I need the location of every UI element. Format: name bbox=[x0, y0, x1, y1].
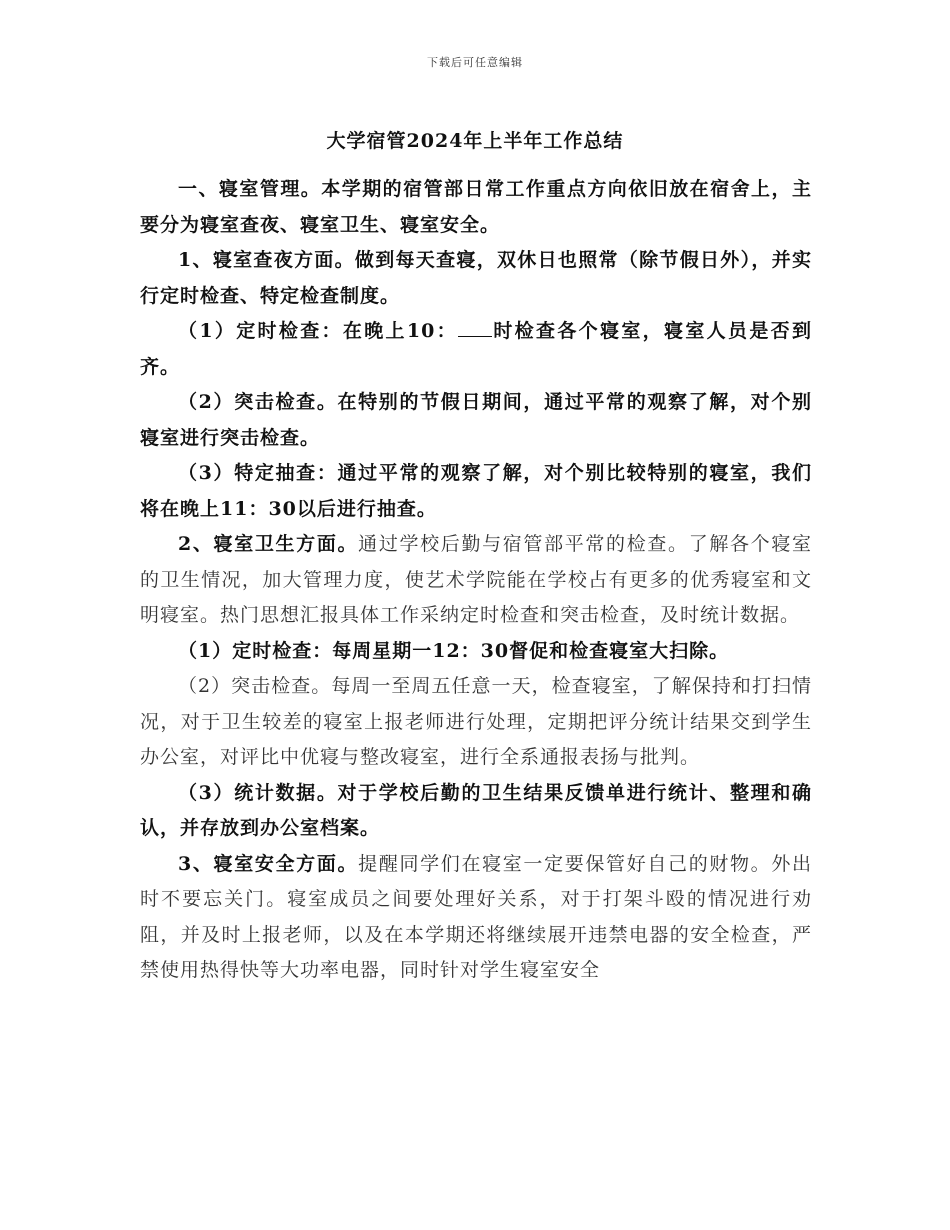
paragraph-bold-text: 时检查各个寝室，寝室人员是否到齐。 bbox=[140, 320, 812, 378]
paragraph-surprise-check bbox=[140, 385, 812, 456]
paragraph-safety bbox=[140, 847, 812, 989]
header-note: 下载后可任意编辑 bbox=[427, 56, 523, 69]
paragraph-night-check bbox=[140, 243, 812, 314]
paragraph-scheduled-check bbox=[140, 314, 812, 385]
document-title: 大学宿管2024年上半年工作总结 bbox=[326, 130, 624, 152]
paragraph-hygiene-scheduled-check bbox=[140, 634, 812, 670]
paragraph-bold-text: （1）定时检查：每周星期一12：30督促和检查寝室大扫除。 bbox=[178, 639, 730, 662]
paragraph-normal-text: 提醒同学们在寝室一定要保管好自己的财物。外出时不要忘关门。寝室成员之间要处理好关系，对于打架斗殴的情况进行劝阻，并及时上报老师，以及在本学期还将继续展开违禁电器的安全检查，严禁使用热得快等大功率电器，同时针对学生寝室安全 bbox=[140, 852, 812, 981]
paragraph-hygiene-surprise-check bbox=[140, 669, 812, 776]
paragraph-dorm-management bbox=[140, 172, 812, 243]
paragraph-bold-text: 一、寝室管理。本学期的宿管部日常工作重点方向依旧放在宿舍上，主要分为寝室查夜、寝室卫生、寝室安全。 bbox=[140, 178, 812, 236]
paragraph-bold-text: （3）特定抽查：通过平常的观察了解，对个别比较特别的寝室，我们将在晚上11：30以后进行抽查。 bbox=[140, 462, 812, 520]
fill-in-blank bbox=[458, 318, 492, 337]
paragraph-bold-text: （3）统计数据。对于学校后勤的卫生结果反馈单进行统计、整理和确认，并存放到办公室档案。 bbox=[140, 781, 812, 839]
paragraph-bold-text: 1、寝室查夜方面。做到每天查寝，双休日也照常（除节假日外），并实行定时检查、特定检查制度。 bbox=[140, 249, 812, 307]
paragraph-bold-text: 2、寝室卫生方面。 bbox=[178, 533, 359, 555]
paragraph-bold-text: （1）定时检查：在晚上10： bbox=[178, 320, 458, 342]
paragraph-special-spot-check bbox=[140, 456, 812, 527]
paragraph-normal-text: 通过学校后勤与宿管部平常的检查。了解各个寝室的卫生情况，加大管理力度，使艺术学院能在学校占有更多的优秀寝室和文明寝室。热门思想汇报具体工作采纳定时检查和突击检查，及时统计数据。 bbox=[140, 533, 812, 626]
paragraph-statistics bbox=[140, 776, 812, 847]
paragraph-hygiene bbox=[140, 527, 812, 634]
paragraph-bold-text: （2）突击检查。在特别的节假日期间，通过平常的观察了解，对个别寝室进行突击检查。 bbox=[140, 391, 812, 449]
paragraph-normal-text: （2）突击检查。每周一至周五任意一天，检查寝室，了解保持和打扫情况，对于卫生较差的寝室上报老师进行处理，定期把评分统计结果交到学生办公室，对评比中优寝与整改寝室，进行全系通报表扬与批判。 bbox=[140, 675, 812, 768]
paragraph-bold-text: 3、寝室安全方面。 bbox=[178, 852, 359, 875]
document-body bbox=[140, 172, 812, 989]
